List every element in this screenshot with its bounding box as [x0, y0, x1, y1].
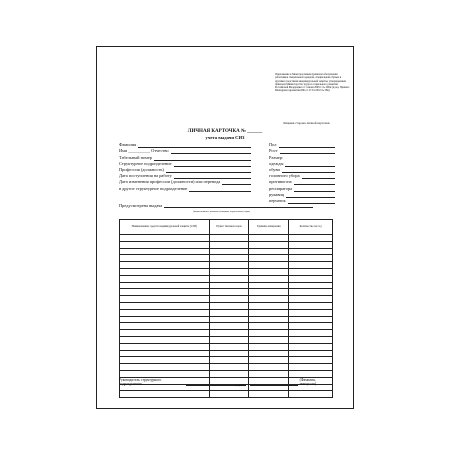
table-cell: [209, 302, 249, 309]
table-cell: [209, 282, 249, 289]
column-header: Единица измерения: [249, 220, 289, 235]
fill-line: [189, 187, 251, 192]
table-cell: [249, 302, 289, 309]
table-row: [120, 262, 333, 269]
table-row: [120, 364, 333, 371]
table-cell: [249, 309, 289, 316]
field-label: Имя __________ Отчество: [119, 148, 169, 154]
table-cell: [249, 235, 289, 242]
fill-line: [294, 180, 335, 185]
field-label: Пол: [269, 142, 277, 148]
table-cell: [209, 275, 249, 282]
field-row: [119, 148, 251, 154]
field-row: [269, 179, 335, 185]
table-cell: [120, 262, 210, 269]
table-cell: [209, 316, 249, 323]
table-row: [120, 343, 333, 350]
field-label: обуви: [269, 166, 280, 172]
field-label: противогаза: [269, 179, 292, 185]
table-cell: [120, 241, 210, 248]
table-cell: [120, 330, 210, 337]
table-cell: [289, 357, 333, 364]
appendix-note: Приложение к Межотраслевым правилам обеспечения работников специальной одеждой, специальной обувью и другими средствами индивидуальной защиты, утвержденным приказом Министерства труда и социального развития Российской Федерации от 1 июня 2009 г. № 290н (в ред. Приказа Минздравсоцразвития РФ от 27.01.2010 № 28н): [275, 73, 350, 93]
table-cell: [249, 391, 289, 398]
table-cell: [249, 336, 289, 343]
table-row: [120, 357, 333, 364]
table-cell: [289, 343, 333, 350]
issue-norms-note: (наименование типовых (типовых отраслевых) норм): [193, 210, 250, 213]
table-cell: [120, 336, 210, 343]
table-cell: [289, 275, 333, 282]
signature-label: Руководитель структурного подразделения: [119, 378, 162, 386]
table-row: [120, 289, 333, 296]
fill-line: [171, 149, 251, 154]
field-row: [269, 173, 335, 179]
signature-row: [119, 378, 333, 386]
table-cell: [249, 241, 289, 248]
table-cell: [249, 275, 289, 282]
table-cell: [289, 235, 333, 242]
table-cell: [289, 296, 333, 303]
table-cell: [120, 296, 210, 303]
front-side-label: Лицевая сторона личной карточки: [283, 121, 330, 125]
table-cell: [120, 302, 210, 309]
table-cell: [209, 357, 249, 364]
table-row: [120, 323, 333, 330]
table-cell: [120, 370, 210, 377]
table-cell: [209, 241, 249, 248]
column-header: Количество на год: [289, 220, 333, 235]
table-cell: [120, 282, 210, 289]
table-cell: [120, 323, 210, 330]
ppe-table: [119, 219, 333, 398]
table-row: [120, 370, 333, 377]
table-cell: [120, 309, 210, 316]
field-row: [269, 167, 335, 173]
table-cell: [289, 248, 333, 255]
table-row: [120, 316, 333, 323]
field-label: Дата изменения профессии (должности) или перевода: [119, 179, 221, 185]
table-row: [120, 336, 333, 343]
table-cell: [120, 268, 210, 275]
table-cell: [209, 350, 249, 357]
table-cell: [209, 262, 249, 269]
table-row: [120, 241, 333, 248]
fill-line: [288, 199, 335, 204]
fill-line: [286, 193, 335, 198]
table-cell: [249, 282, 289, 289]
table-cell: [209, 248, 249, 255]
field-label: рукавиц: [269, 191, 285, 197]
field-row: [269, 161, 335, 167]
field-label: Профессия (должность): [119, 166, 164, 172]
table-cell: [249, 350, 289, 357]
table-cell: [120, 275, 210, 282]
field-row: [269, 185, 335, 191]
field-row: [269, 148, 335, 154]
table-row: [120, 248, 333, 255]
table-row: [120, 275, 333, 282]
card-title: ЛИЧНАЯ КАРТОЧКА № ______: [187, 129, 263, 134]
issue-norms-label: Предусмотрена выдача: [119, 203, 163, 208]
table-cell: [120, 289, 210, 296]
table-cell: [289, 302, 333, 309]
table-cell: [120, 343, 210, 350]
table-cell: [249, 289, 289, 296]
table-cell: [249, 323, 289, 330]
table-cell: [289, 309, 333, 316]
table-cell: [289, 268, 333, 275]
table-row: [120, 302, 333, 309]
table-cell: [209, 255, 249, 262]
name-line: [250, 382, 298, 386]
table-cell: [120, 357, 210, 364]
fill-line: [279, 143, 336, 148]
fill-line: [174, 162, 251, 167]
table-cell: [249, 316, 289, 323]
table-cell: [249, 248, 289, 255]
table-cell: [249, 370, 289, 377]
table-cell: [249, 255, 289, 262]
table-body: [120, 235, 333, 398]
table-cell: [289, 350, 333, 357]
table-cell: [209, 343, 249, 350]
table-cell: [120, 248, 210, 255]
table-cell: [249, 262, 289, 269]
field-row: [269, 198, 335, 204]
table-cell: [120, 350, 210, 357]
card-subtitle: учета выдачи СИЗ: [205, 135, 245, 140]
fill-line: [280, 149, 335, 154]
table-cell: [120, 364, 210, 371]
table-cell: [209, 330, 249, 337]
fill-line: [166, 168, 251, 173]
table-row: [120, 309, 333, 316]
table-cell: [120, 391, 210, 398]
field-label: Табельный номер: [119, 154, 152, 160]
field-label: респиратора: [269, 185, 293, 191]
table-cell: [289, 262, 333, 269]
field-label: Структурное подразделение: [119, 160, 172, 166]
fill-line: [222, 180, 251, 185]
table-cell: [209, 391, 249, 398]
column-header: Пункт типовых норм: [209, 220, 249, 235]
name-label: (Фамилия, инициалы): [299, 378, 317, 386]
table-cell: [209, 289, 249, 296]
table-header-row: [120, 220, 333, 235]
table-cell: [209, 309, 249, 316]
table-row: [120, 255, 333, 262]
table-cell: [120, 316, 210, 323]
table-cell: [289, 364, 333, 371]
table-cell: [289, 391, 333, 398]
table-cell: [209, 235, 249, 242]
table-row: [120, 268, 333, 275]
table-cell: [120, 235, 210, 242]
field-row: [119, 154, 251, 160]
table-cell: [249, 296, 289, 303]
table-cell: [289, 316, 333, 323]
table-row: [120, 330, 333, 337]
fill-line: [193, 207, 313, 208]
size-fields: [269, 142, 335, 204]
field-label: Размер:: [269, 154, 284, 160]
field-label: головного убора: [269, 173, 300, 179]
field-row: [119, 179, 251, 185]
field-label: Дата поступления на работу: [119, 173, 172, 179]
table-cell: [209, 323, 249, 330]
table-cell: [209, 364, 249, 371]
table-cell: [209, 370, 249, 377]
table-row: [120, 296, 333, 303]
table-row: [120, 282, 333, 289]
table-cell: [289, 255, 333, 262]
table-cell: [289, 323, 333, 330]
table-cell: [289, 336, 333, 343]
fill-line: [285, 162, 335, 167]
table-cell: [249, 364, 289, 371]
fill-line: [294, 187, 335, 192]
table-cell: [249, 343, 289, 350]
table-cell: [289, 282, 333, 289]
table-cell: [289, 370, 333, 377]
table-cell: [249, 357, 289, 364]
field-row: [119, 173, 251, 179]
personal-fields: [119, 142, 251, 192]
table-cell: [249, 330, 289, 337]
column-header: Наименование средств индивидуальной защиты (СИЗ): [120, 220, 210, 235]
table-cell: [289, 330, 333, 337]
field-label: в другое структурное подразделение: [119, 185, 188, 191]
field-row: [269, 192, 335, 198]
table-row: [120, 350, 333, 357]
table-cell: [209, 336, 249, 343]
field-label: перчаток: [269, 197, 286, 203]
fill-line: [302, 174, 335, 179]
table-row: [120, 235, 333, 242]
field-row: [119, 161, 251, 167]
table-cell: [289, 289, 333, 296]
field-label: Фамилия: [119, 142, 137, 148]
field-label: одежды: [269, 160, 284, 166]
signature-note: (подпись): [235, 384, 245, 387]
table-cell: [209, 296, 249, 303]
field-row: [269, 142, 335, 148]
document-page: [96, 46, 354, 409]
field-label: Рост: [269, 148, 278, 154]
table-cell: [249, 268, 289, 275]
table-cell: [289, 241, 333, 248]
table-cell: [120, 255, 210, 262]
table-cell: [209, 268, 249, 275]
table-row: [120, 391, 333, 398]
field-row: [119, 167, 251, 173]
field-row: [119, 142, 251, 148]
field-row: [119, 185, 251, 191]
